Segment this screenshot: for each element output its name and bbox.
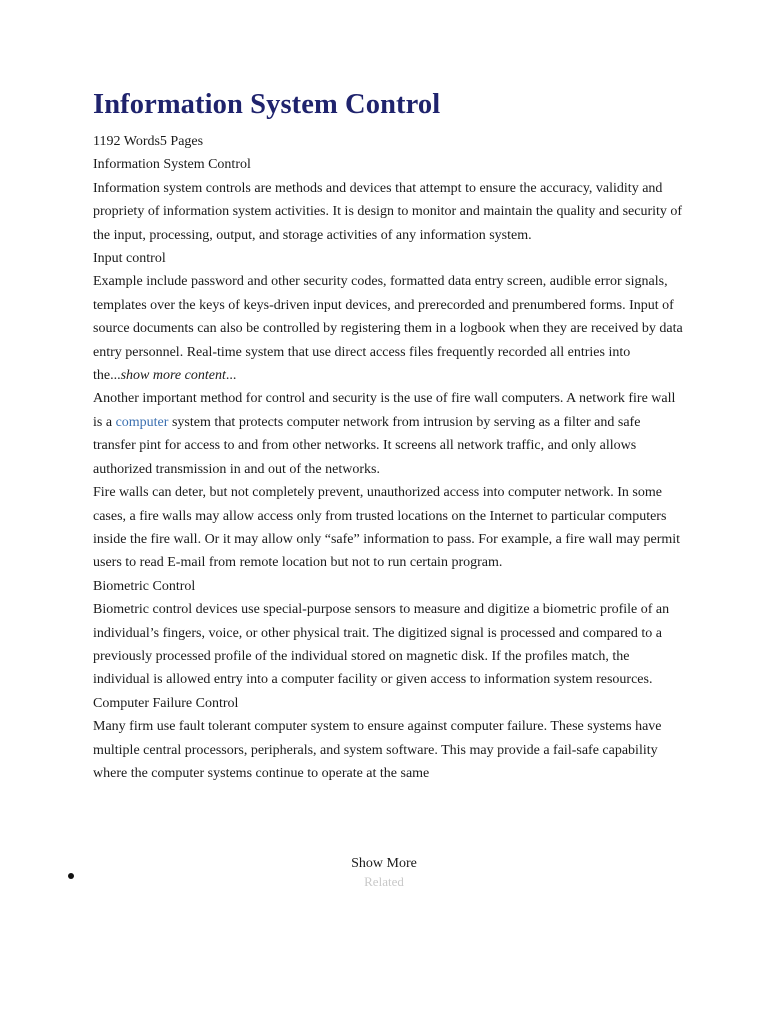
biometric-paragraph: Biometric control devices use special-purpose sensors to measure and digitize a biometric profile of an individual’s fingers, voice, or other physical trait. The digitized signal is processed and compared to a previously processed profile of the individual stored on magnetic disk. If the profiles match, the individual is allowed entry into a computer facility or given access to information system resources. — [93, 602, 670, 688]
section-heading-input: Input control — [93, 251, 166, 267]
section-heading-biometric: Biometric Control — [93, 578, 196, 594]
intro-paragraph: Information system controls are methods and devices that attempt to ensure the accuracy, validity and propriety of information system activities. It is design to monitor and maintain the quality and security of the input, processing, output, and storage activities of any information system. — [93, 180, 683, 243]
document-body — [93, 84, 683, 785]
failure-paragraph: Many firm use fault tolerant computer system to ensure against computer failure. These systems have multiple central processors, peripherals, and system software. This may provide a fail-safe capability where the computer systems continue to operate at the same — [93, 719, 662, 781]
firewall-text-before: Another important method for control and security is the use of fire wall computers. A network fire wall is a — [93, 391, 676, 430]
firewall-paragraph-2: Fire walls can deter, but not completely prevent, unauthorized access into computer network. In some cases, a fire walls may allow access only from trusted locations on the Internet to particular computers inside the fire wall. Or it may allow only “safe” information to pass. For example, a fire wall may permit users to read E-mail from remote location but not to run certain program. — [93, 485, 681, 571]
firewall-paragraph — [93, 387, 683, 481]
bullet-dot-icon — [68, 873, 74, 879]
input-paragraph — [93, 270, 683, 387]
show-more-content-link[interactable]: show more content — [120, 368, 226, 384]
firewall-text-after: system that protects computer network from intrusion by serving as a filter and safe transfer pint for access to and from other networks. It screens all network traffic, and only allows authorized transmission in and out of the networks. — [93, 414, 641, 477]
ellipsis-after: ... — [225, 368, 237, 384]
section-heading-main: Information System Control — [93, 157, 251, 173]
page-title: Information System Control — [93, 89, 441, 120]
ellipsis-before: ... — [110, 368, 121, 384]
related-heading: Related — [364, 874, 404, 889]
show-more-button[interactable]: Show More — [351, 856, 417, 871]
input-paragraph-text: Example include password and other security codes, formatted data entry screen, audible error signals, templates over the keys of keys-driven input devices, and prerecorded and prenumbered forms. Input of source documents can also be controlled by registering them in a logbook when they are received by data entry personnel. Real-time system that use direct access files frequently recorded all entries into the — [93, 274, 683, 384]
section-heading-failure: Computer Failure Control — [93, 695, 239, 711]
document-meta: 1192 Words5 Pages — [93, 134, 204, 149]
computer-link[interactable]: computer — [115, 414, 169, 430]
